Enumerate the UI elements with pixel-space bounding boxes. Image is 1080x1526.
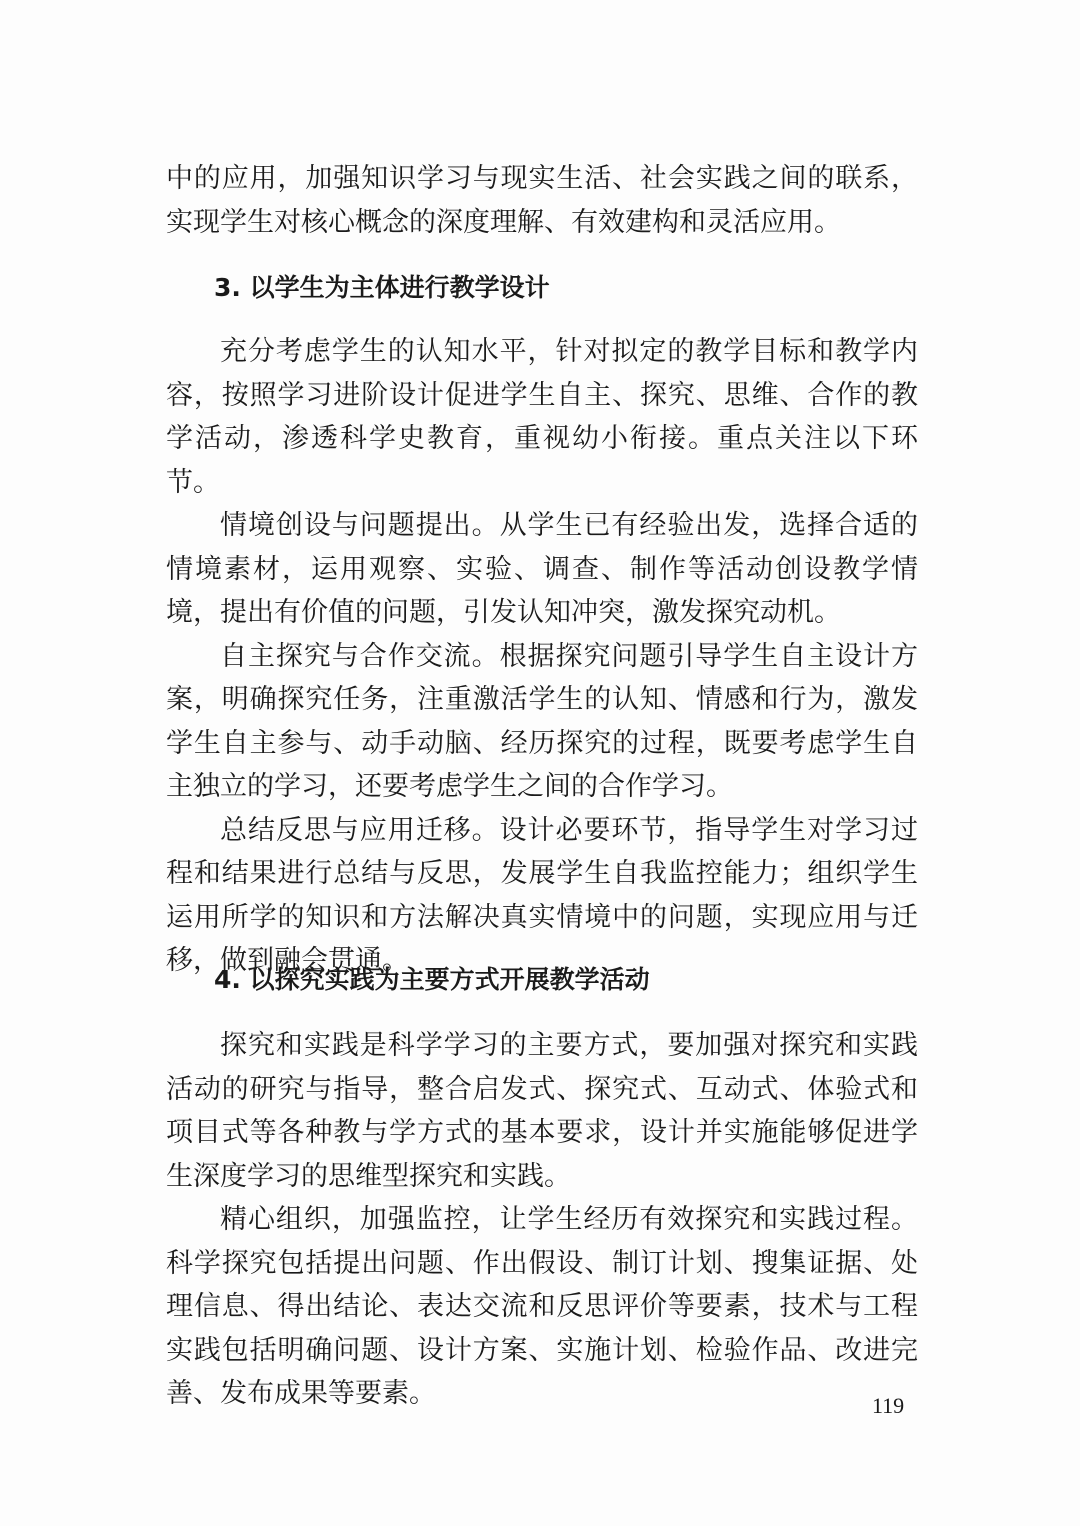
section-4-paragraph-2: 精心组织，加强监控，让学生经历有效探究和实践过程。科学探究包括提出问题、作出假设、制订计划、搜集证据、处理信息、得出结论、表达交流和反思评价等要素，技术与工程实践包括明确问题、设计方案、实施计划、检验作品、改进完善、发布成果等要素。 (166, 1204, 918, 1409)
section-3-body (166, 330, 918, 983)
intro-paragraph: 中的应用，加强知识学习与现实生活、社会实践之间的联系，实现学生对核心概念的深度理解、有效建构和灵活应用。 (166, 163, 918, 238)
section-4-heading: 4. 以探究实践为主要方式开展教学活动 (214, 965, 650, 994)
intro-block (166, 157, 918, 244)
section-3-paragraph-1: 充分考虑学生的认知水平，针对拟定的教学目标和教学内容，按照学习进阶设计促进学生自主、探究、思维、合作的教学活动，渗透科学史教育，重视幼小衔接。重点关注以下环节。 (166, 336, 918, 498)
section-3-paragraph-2: 情境创设与问题提出。从学生已有经验出发，选择合适的情境素材，运用观察、实验、调查、制作等活动创设教学情境，提出有价值的问题，引发认知冲突，激发探究动机。 (166, 510, 918, 628)
page-number: 119 (872, 1393, 905, 1418)
section-3-paragraph-4: 总结反思与应用迁移。设计必要环节，指导学生对学习过程和结果进行总结与反思，发展学生自我监控能力；组织学生运用所学的知识和方法解决真实情境中的问题，实现应用与迁移，做到融会贯通。 (166, 814, 918, 976)
section-4-body (166, 1024, 918, 1416)
section-3-paragraph-3: 自主探究与合作交流。根据探究问题引导学生自主设计方案，明确探究任务，注重激活学生的认知、情感和行为，激发学生自主参与、动手动脑、经历探究的过程，既要考虑学生自主独立的学习，还要考虑学生之间的合作学习。 (166, 640, 918, 802)
section-3-heading: 3. 以学生为主体进行教学设计 (214, 273, 550, 302)
section-4-paragraph-1: 探究和实践是科学学习的主要方式，要加强对探究和实践活动的研究与指导，整合启发式、探究式、互动式、体验式和项目式等各种教与学方式的基本要求，设计并实施能够促进学生深度学习的思维型探究和实践。 (166, 1030, 918, 1192)
